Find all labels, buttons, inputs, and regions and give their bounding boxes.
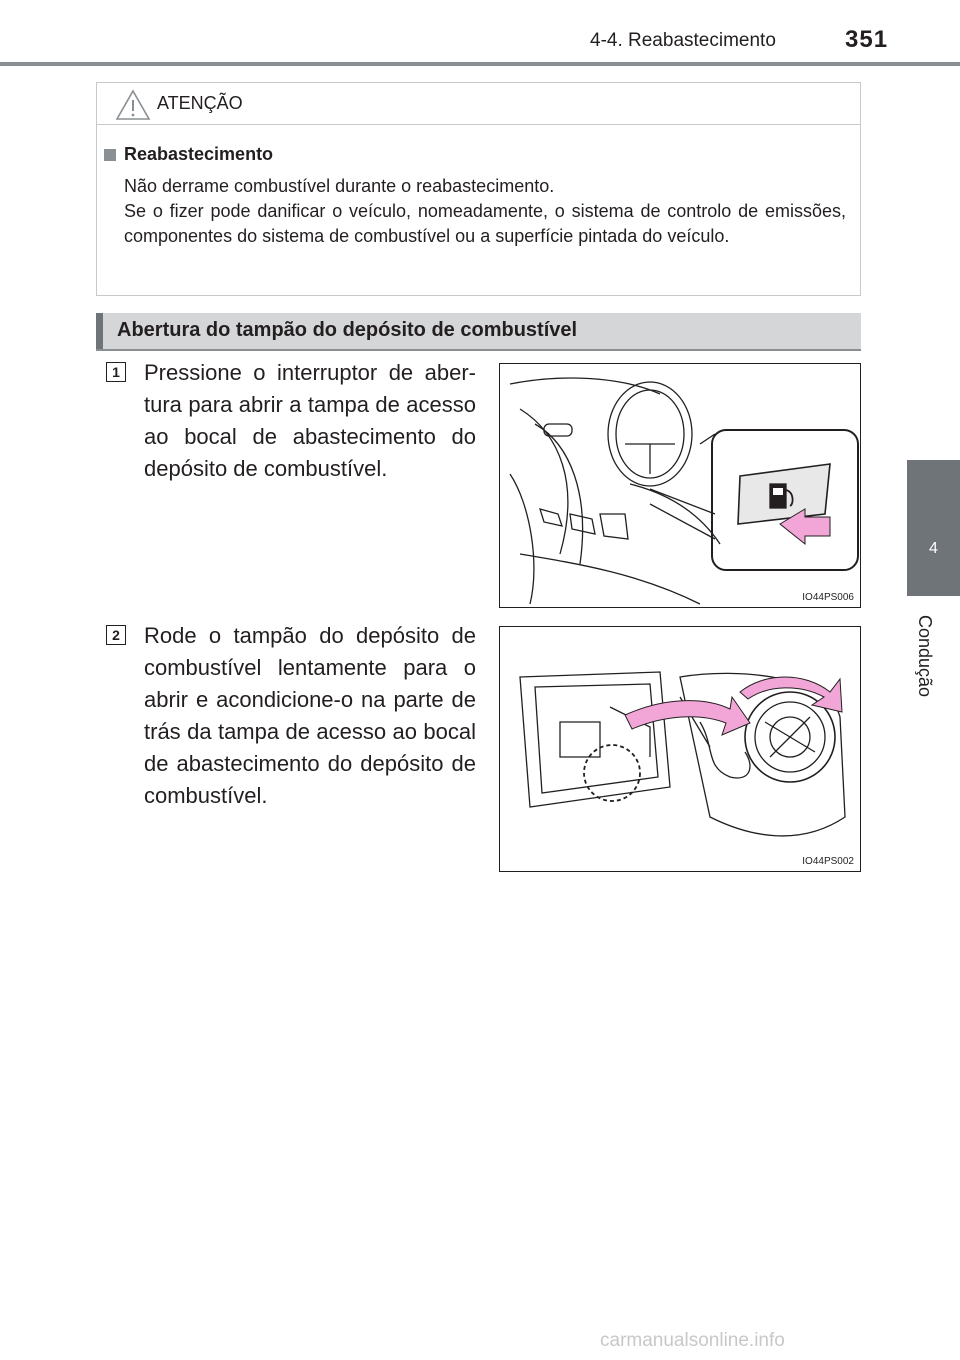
step-number-2: 2 <box>106 625 126 645</box>
page-number: 351 <box>845 26 889 53</box>
section-rule <box>96 349 861 351</box>
fuel-cap-illustration <box>500 627 860 871</box>
warning-title: ATENÇÃO <box>157 93 243 113</box>
figure-code: IO44PS006 <box>802 592 854 603</box>
step-text-1: Pressione o interruptor de abertura para abrir a tampa de acesso ao bocal de abastecimento do depósito de combustível. <box>144 360 476 481</box>
figure-fuel-cap-removal <box>499 626 861 872</box>
warning-body <box>124 174 846 249</box>
figure-code: IO44PS002 <box>802 856 854 867</box>
warning-triangle-icon <box>115 89 151 121</box>
warning-header <box>97 83 860 125</box>
warning-subheading: Reabastecimento <box>124 144 274 164</box>
dashboard-illustration <box>500 364 860 607</box>
section-header: 4-4. Reabastecimento <box>590 30 776 51</box>
warning-line: Se o fizer pode danificar o veículo, nomeadamente, o sistema de controlo de emissões, componentes do sistema de combustível ou a superfície pintada do veículo. <box>124 201 846 246</box>
step-number-1: 1 <box>106 362 126 382</box>
subheading-square-icon <box>104 149 116 161</box>
chapter-label-wrap <box>900 615 960 755</box>
step-text-2: Rode o tampão do depósito de combustível lentamente para o abrir e acondicione-o na parte de trás da tampa de acesso ao bocal de abastecimento do depósito de combustível. <box>144 623 476 808</box>
chapter-number: 4 <box>929 540 938 557</box>
section-title: Abertura do tampão do depósito de combustível <box>117 319 578 341</box>
section-heading <box>96 313 861 349</box>
watermark: carmanualsonline.info <box>600 1330 785 1351</box>
chapter-label: Condução <box>915 615 935 698</box>
warning-line: Não derrame combustível durante o reabastecimento. <box>124 176 555 196</box>
figure-fuel-door-switch <box>499 363 861 608</box>
chapter-tab <box>907 460 960 596</box>
header-rule <box>0 62 960 66</box>
